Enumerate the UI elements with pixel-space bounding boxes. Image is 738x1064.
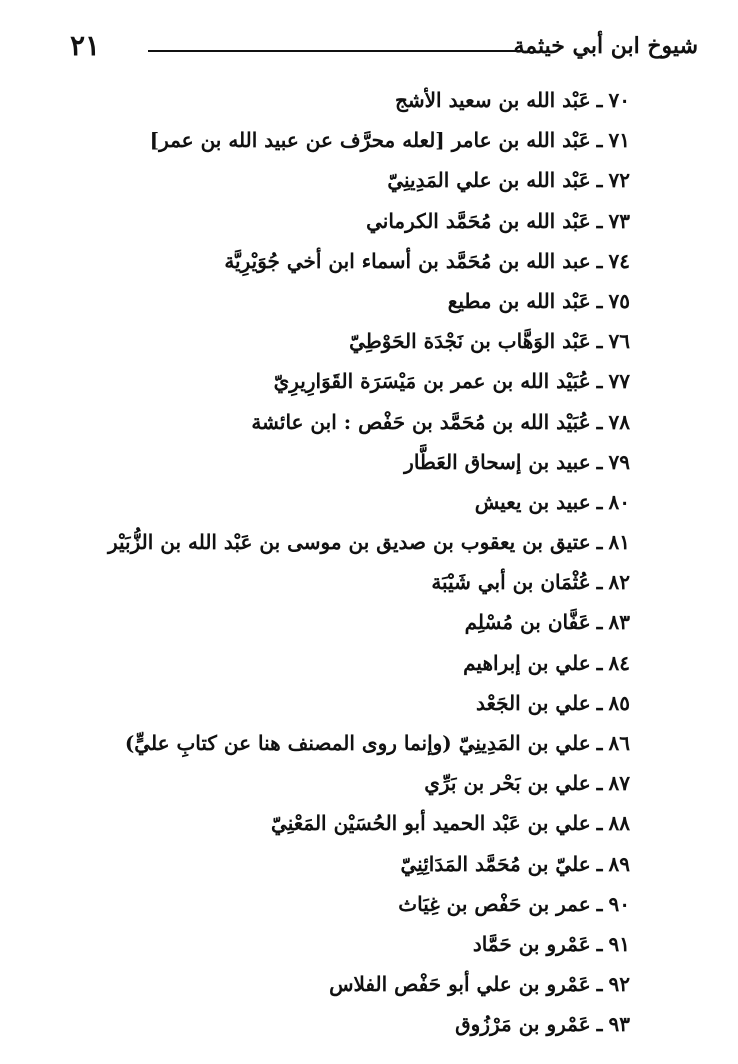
list-item: [30, 281, 630, 321]
entry-separator: ـ: [596, 449, 603, 474]
entry-name: عُبَيْد الله بن مُحَمَّد بن حَفْص : ابن عائشة: [251, 409, 591, 434]
entry-number: ٧٧: [608, 369, 630, 394]
entry-separator: ـ: [596, 288, 603, 313]
list-item: [30, 924, 630, 964]
list-item: [30, 803, 630, 843]
entry-number: ٩٠: [608, 891, 630, 916]
entry-separator: ـ: [596, 811, 603, 836]
entry-separator: ـ: [596, 168, 603, 193]
entry-number: ٩١: [608, 931, 630, 956]
entry-separator: ـ: [596, 489, 603, 514]
entry-name: عبد الله بن مُحَمَّد بن أسماء ابن أخي جُوَيْرِيَّة: [224, 248, 591, 273]
entry-separator: ـ: [596, 1012, 603, 1037]
list-item: [30, 361, 630, 401]
entry-number: ٨٤: [608, 650, 630, 675]
entry-number: ٧٠: [608, 88, 630, 112]
entry-separator: ـ: [596, 972, 603, 997]
entry-number: ٩٣: [608, 1012, 630, 1037]
entry-separator: ـ: [596, 731, 603, 755]
entry-number: ٨٢: [608, 570, 630, 595]
entry-number: ٧٣: [608, 208, 630, 233]
entry-name: عَبْد الله بن عامر [لعله محرَّف عن عبيد الله بن عمر]: [149, 128, 591, 153]
list-item: [30, 522, 630, 562]
entry-separator: ـ: [596, 891, 603, 916]
entry-name: عَمْرو بن حَمَّاد: [472, 931, 591, 956]
list-item: [30, 120, 630, 160]
entry-number: ٨٣: [608, 610, 630, 635]
entry-name: عَبْد الوَهَّاب بن نَجْدَة الحَوْطِيّ: [349, 329, 591, 354]
entry-number: ٨٩: [608, 851, 630, 876]
entry-number: ٧٩: [608, 449, 630, 474]
list-item: [30, 80, 630, 120]
entry-list: [30, 80, 630, 1045]
entry-number: ٨٧: [608, 771, 630, 796]
entry-number: ٧٦: [608, 329, 630, 354]
entry-name: عَفَّان بن مُسْلِم: [464, 610, 591, 635]
entry-number: ٨٨: [608, 811, 630, 836]
entry-separator: ـ: [596, 248, 603, 273]
list-item: [30, 1004, 630, 1044]
list-item: [30, 201, 630, 241]
list-item: [30, 602, 630, 642]
header-rule: [148, 50, 520, 52]
list-item: [30, 482, 630, 522]
entry-separator: ـ: [596, 570, 603, 595]
entry-separator: ـ: [596, 128, 603, 153]
entry-separator: ـ: [596, 931, 603, 956]
entry-name: عُثْمَان بن أبي شَيْبَة: [431, 570, 591, 595]
list-item: [30, 683, 630, 723]
entry-name: عَبْد الله بن مُحَمَّد الكرماني: [366, 208, 591, 233]
entry-name: عَبْد الله بن علي المَدِينِيّ: [387, 168, 591, 193]
entry-number: ٧١: [608, 128, 630, 153]
entry-name: عَمْرو بن مَرْزُوق: [455, 1012, 591, 1037]
entry-name: علي بن المَدِينِيّ (وإنما روى المصنف هنا عن كتابِ عليٍّ): [124, 731, 591, 755]
entry-number: ٨١: [608, 530, 630, 555]
entry-name: عبيد بن إسحاق العَطَّار: [404, 449, 591, 474]
entry-separator: ـ: [596, 329, 603, 354]
entry-separator: ـ: [596, 208, 603, 233]
list-item: [30, 884, 630, 924]
running-title: شيوخ ابن أبي خيثمة: [513, 33, 698, 59]
list-item: [30, 442, 630, 482]
entry-name: عليّ بن مُحَمَّد المَدَائِنِيّ: [400, 851, 591, 876]
entry-name: عَمْرو بن علي أبو حَفْص الفلاس: [329, 972, 591, 997]
entry-name: عَبْد الله بن سعيد الأشج: [394, 88, 591, 112]
entry-separator: ـ: [596, 530, 603, 555]
list-item: [30, 402, 630, 442]
entry-name: علي بن عَبْد الحميد أبو الحُسَيْن المَعْنِيّ: [271, 811, 591, 836]
entry-number: ٨٥: [608, 690, 630, 715]
entry-separator: ـ: [596, 369, 603, 394]
list-item: [30, 241, 630, 281]
entry-number: ٩٢: [608, 972, 630, 997]
list-item: [30, 562, 630, 602]
entry-separator: ـ: [596, 690, 603, 715]
list-item: [30, 643, 630, 683]
entry-name: علي بن الجَعْد: [476, 690, 591, 715]
entry-name: عمر بن حَفْص بن غِيَاث: [398, 891, 591, 916]
entry-number: ٨٦: [608, 731, 630, 755]
entry-name: علي بن إبراهيم: [463, 650, 591, 675]
entry-separator: ـ: [596, 88, 603, 112]
entry-separator: ـ: [596, 610, 603, 635]
entry-number: ٧٢: [608, 168, 630, 193]
page-number: ٢١: [70, 29, 101, 62]
list-item: [30, 844, 630, 884]
list-item: [30, 763, 630, 803]
entry-name: عتيق بن يعقوب بن صديق بن موسى بن عَبْد الله بن الزُّبَيْر: [107, 530, 591, 555]
entry-number: ٧٨: [608, 409, 630, 434]
list-item: [30, 321, 630, 361]
entry-number: ٧٤: [608, 248, 630, 273]
entry-name: علي بن بَحْر بن بَرِّي: [424, 771, 591, 796]
entry-name: عُبَيْد الله بن عمر بن مَيْسَرَة القَوَارِيرِيّ: [273, 369, 591, 394]
page-header: [60, 28, 698, 64]
list-item: [30, 723, 630, 763]
entry-separator: ـ: [596, 771, 603, 796]
entry-separator: ـ: [596, 650, 603, 675]
entry-separator: ـ: [596, 409, 603, 434]
entry-name: عبيد بن يعيش: [474, 489, 591, 514]
entry-separator: ـ: [596, 851, 603, 876]
entry-name: عَبْد الله بن مطيع: [447, 288, 591, 313]
list-item: [30, 964, 630, 1004]
entry-number: ٧٥: [608, 288, 630, 313]
list-item: [30, 160, 630, 200]
entry-number: ٨٠: [608, 489, 630, 514]
